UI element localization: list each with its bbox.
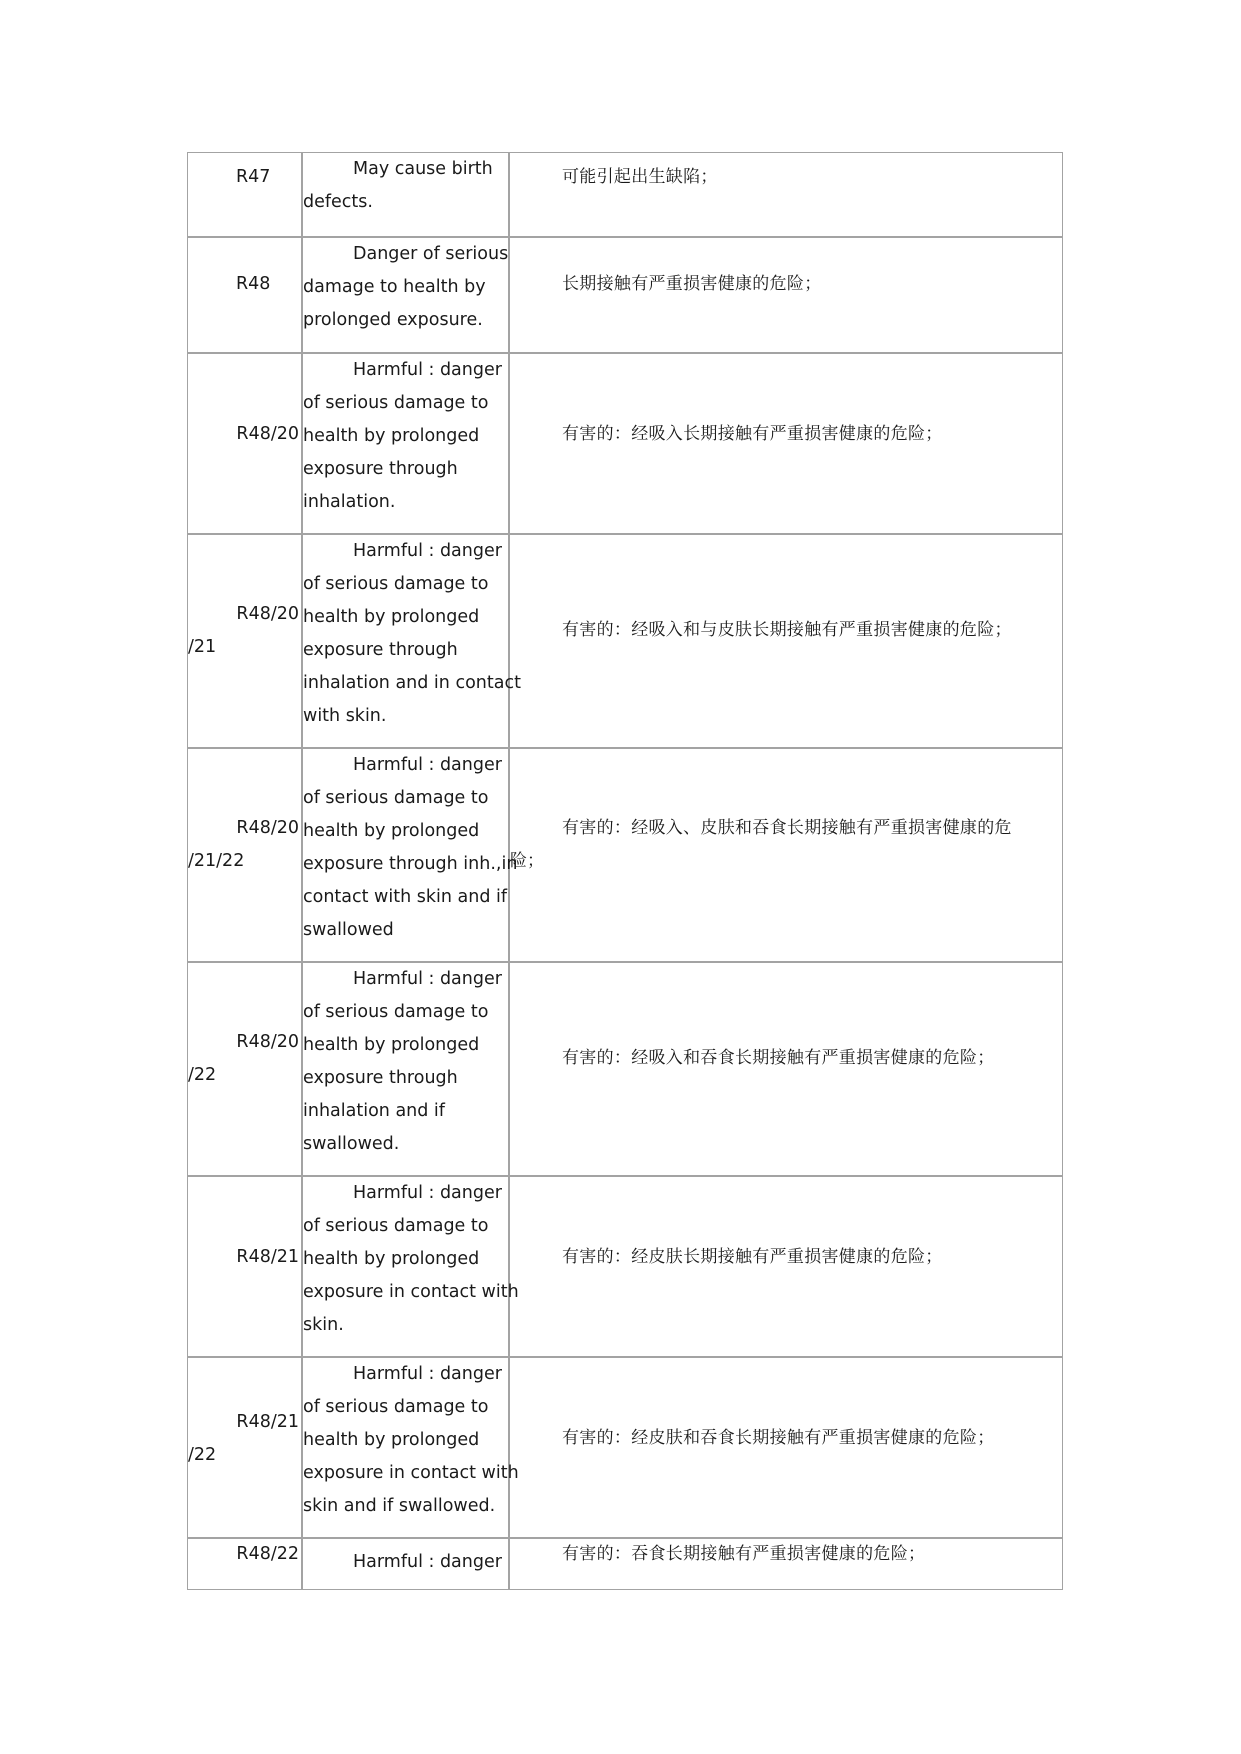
code-cell [188,238,303,352]
english-cell [303,153,510,236]
code-continuation: /22 [188,1065,217,1085]
code-cell [188,1358,303,1537]
chinese-text: 有害的：经吸入和与皮肤长期接触有严重损害健康的危险； [562,620,1012,640]
code-line: R48/20 [236,424,299,444]
code-text [188,1406,299,1472]
code-continuation: /21 [188,637,217,657]
chinese-cell [510,1539,1062,1589]
table-row [188,749,1062,963]
english-cell [303,749,518,961]
english-line: Harmful : danger [353,755,502,775]
chinese-text-overflow: 险； [510,851,544,871]
code-cell [188,1177,303,1356]
english-cell [303,1539,510,1589]
english-line: health by prolonged [303,1430,480,1450]
table-row [188,1539,1062,1589]
english-line: Harmful : danger [353,1552,502,1572]
english-line: defects. [303,192,373,212]
english-line: contact with skin and if [303,887,508,907]
english-line: with skin. [303,706,387,726]
code-cell [188,1539,303,1589]
english-text [303,238,508,337]
r-phrase-table [187,152,1063,1590]
english-text [303,1546,508,1579]
table-row [188,1177,1062,1358]
code-cell [188,535,303,747]
english-line: Harmful : danger [353,541,502,561]
english-line: inhalation and if [303,1101,445,1121]
english-line: health by prolonged [303,607,480,627]
english-line: of serious damage to [303,788,489,808]
english-line: exposure through [303,459,458,479]
english-line: health by prolonged [303,821,480,841]
english-line: damage to health by [303,277,486,297]
english-line: of serious damage to [303,1397,489,1417]
code-line: R48/22 [236,1544,299,1564]
english-text [303,1358,519,1523]
table-row [188,354,1062,535]
english-text [303,535,521,733]
english-line: health by prolonged [303,426,480,446]
chinese-cell [510,963,1062,1175]
english-line: skin. [303,1315,344,1335]
english-line: Harmful : danger [353,969,502,989]
english-line: exposure in contact with [303,1463,519,1483]
code-continuation: /21/22 [188,851,245,871]
code-text [188,418,299,451]
chinese-cell [510,153,1062,236]
english-text [303,153,508,219]
english-line: prolonged exposure. [303,310,483,330]
table-row [188,535,1062,749]
english-line: swallowed [303,920,394,940]
chinese-cell [510,238,1062,352]
code-line: R48/20 [236,1032,299,1052]
english-line: of serious damage to [303,393,489,413]
code-text: R48 [236,274,271,294]
english-cell [303,963,510,1175]
english-line: inhalation. [303,492,396,512]
code-cell [188,153,303,236]
code-text [188,812,299,878]
english-line: Harmful : danger [353,1364,502,1384]
chinese-text: 有害的：经吸入和吞食长期接触有严重损害健康的危险； [562,1048,995,1068]
english-line: May cause birth [353,159,493,179]
chinese-text: 有害的：经皮肤和吞食长期接触有严重损害健康的危险； [562,1428,995,1448]
chinese-cell [510,535,1062,747]
table-row [188,153,1062,238]
english-text [303,749,518,947]
chinese-text: 有害的：吞食长期接触有严重损害健康的危险； [562,1544,926,1564]
english-line: exposure through inh.,in [303,854,518,874]
english-cell [303,1177,519,1356]
chinese-text: 有害的：经吸入长期接触有严重损害健康的危险； [562,424,943,444]
code-cell [188,963,303,1175]
table-row [188,963,1062,1177]
english-line: Danger of serious [353,244,509,264]
english-line: health by prolonged [303,1035,480,1055]
table-row [188,1358,1062,1539]
english-line: exposure through [303,640,458,660]
english-line: inhalation and in contact [303,673,521,693]
table-row [188,238,1062,354]
english-line: Harmful : danger [353,1183,502,1203]
english-cell [303,535,521,747]
chinese-cell [510,1358,1062,1537]
code-text [188,1026,299,1092]
english-line: skin and if swallowed. [303,1496,496,1516]
chinese-cell [510,749,1062,961]
chinese-text: 有害的：经吸入、皮肤和吞食长期接触有严重损害健康的危 [562,818,1012,838]
english-line: of serious damage to [303,1002,489,1022]
code-text [188,598,299,664]
code-cell [188,354,303,533]
chinese-text: 有害的：经皮肤长期接触有严重损害健康的危险； [562,1247,943,1267]
code-text [188,1538,299,1571]
code-line: R48/20 [236,818,299,838]
english-line: of serious damage to [303,574,489,594]
english-text [303,1177,519,1342]
code-text [188,1241,299,1274]
english-cell [303,238,510,352]
chinese-cell [510,1177,1062,1356]
code-line: R48/20 [236,604,299,624]
english-line: exposure through [303,1068,458,1088]
chinese-cell [510,354,1062,533]
code-text: R47 [236,167,271,187]
english-cell [303,354,510,533]
english-cell [303,1358,519,1537]
english-line: swallowed. [303,1134,400,1154]
code-continuation: /22 [188,1445,217,1465]
english-line: of serious damage to [303,1216,489,1236]
chinese-text: 可能引起出生缺陷； [562,167,718,187]
english-text [303,354,508,519]
chinese-text: 长期接触有严重损害健康的危险； [562,274,822,294]
code-line: R48/21 [236,1247,299,1267]
english-line: health by prolonged [303,1249,480,1269]
english-line: Harmful : danger [353,360,502,380]
code-line: R48/21 [236,1412,299,1432]
english-text [303,963,508,1161]
code-cell [188,749,303,961]
english-line: exposure in contact with [303,1282,519,1302]
